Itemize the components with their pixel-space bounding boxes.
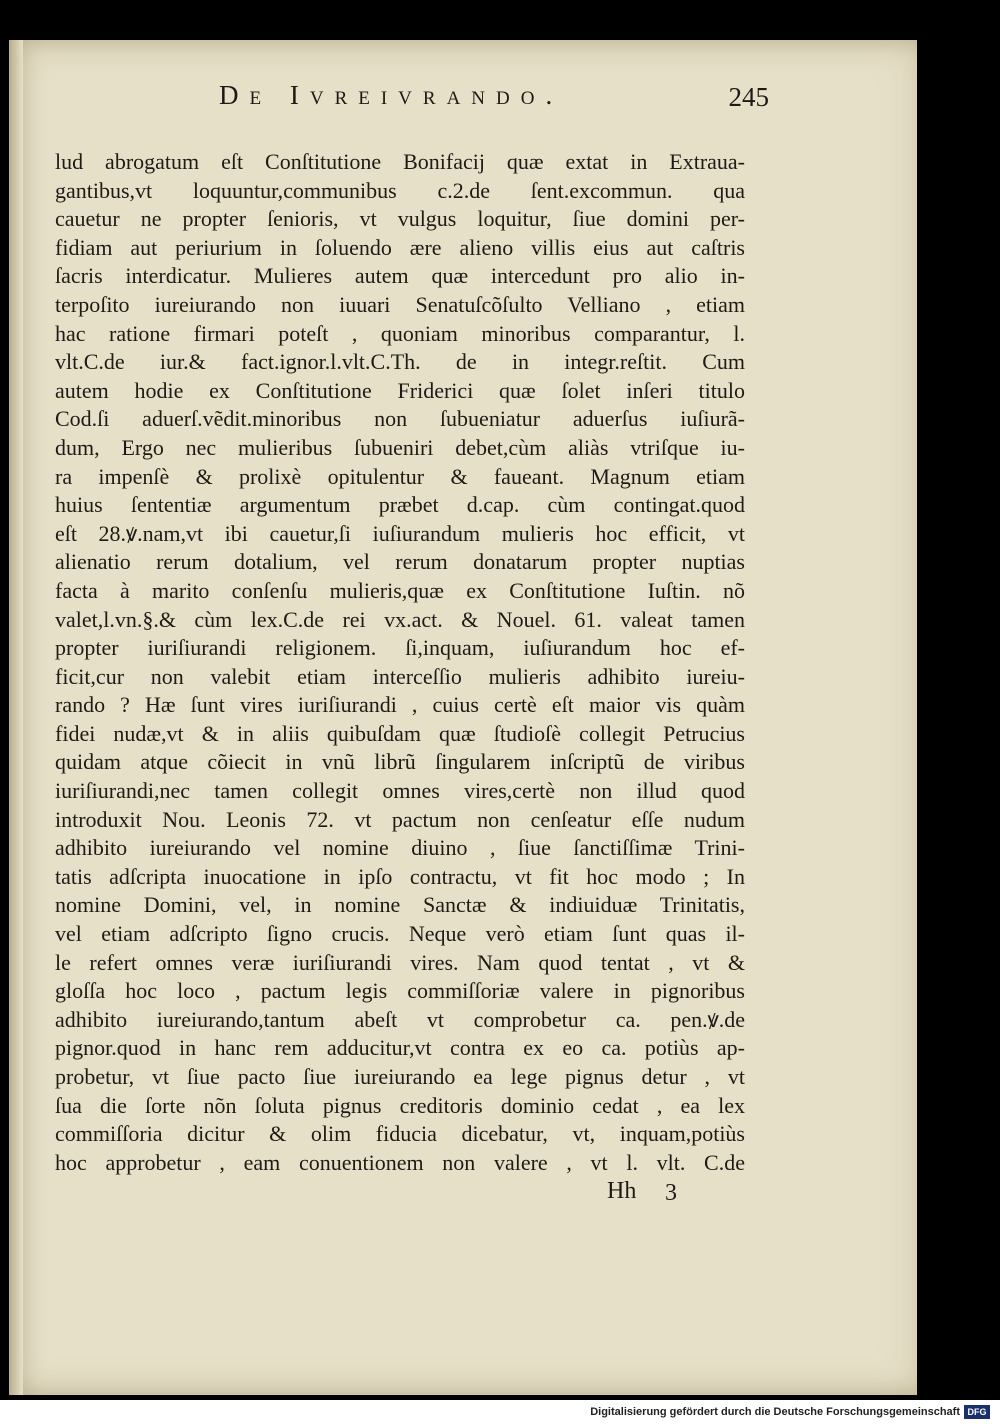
text-line: ſua die ſorte nõn ſoluta pignus creditoris dominio cedat , ea lex bbox=[55, 1092, 745, 1118]
text-line: lud abrogatum eſt Conſtitutione Bonifacij quæ extat in Extraua- bbox=[55, 149, 745, 174]
footer-bar bbox=[0, 1400, 1000, 1426]
text-line: quidam atque cõiecit in vnũ librũ ſingularem inſcriptũ de viribus bbox=[55, 749, 745, 775]
text-line: pignor.quod in hanc rem adducitur,vt contra ex eo ca. potiùs ap- bbox=[55, 1035, 745, 1061]
text-line: Cod.ſi aduerſ.vẽdit.minoribus non ſubueniatur aduerſus iuſiurã- bbox=[55, 406, 745, 432]
page-gutter-shadow bbox=[9, 40, 23, 1395]
text-line: eſt 28.ꝟ.nam,vt ibi cauetur,ſi iuſiurandum mulieris hoc efficit, vt bbox=[55, 520, 745, 546]
text-line: autem hodie ex Conſtitutione Friderici quæ ſolet inſeri titulo bbox=[55, 377, 745, 403]
body-text bbox=[55, 148, 745, 1177]
text-line: le refert omnes veræ iuriſiurandi vires. Nam quod tentat , vt & bbox=[55, 949, 745, 975]
text-line: introduxit Nou. Leonis 72. vt pactum non cenſeatur eſſe nudum bbox=[55, 806, 745, 832]
text-line: probetur, vt ſiue pacto ſiue iureiurando ea lege pignus detur , vt bbox=[55, 1064, 745, 1089]
text-line: nomine Domini, vel, in nomine Sanctæ & indiuiduæ Trinitatis, bbox=[55, 892, 745, 918]
text-line: vlt.C.de iur.& fact.ignor.l.vlt.C.Th. de in integr.reſtit. Cum bbox=[55, 349, 745, 375]
text-line: terpoſito iureiurando non iuuari Senatuſcõſulto Velliano , etiam bbox=[55, 291, 745, 317]
text-line: ficit,cur non valebit etiam interceſſio mulieris adhibito iureiu- bbox=[55, 663, 745, 689]
signature-number: 3 bbox=[665, 1180, 677, 1206]
text-line: hac ratione firmari poteſt , quoniam minoribus comparantur, l. bbox=[55, 320, 745, 346]
signature-mark bbox=[607, 1178, 727, 1210]
text-line: gantibus,vt loquuntur,communibus c.2.de ſent.excommun. qua bbox=[55, 177, 745, 203]
text-line: fidiam aut periurium in ſoluendo ære alieno villis eius aut caſtris bbox=[55, 234, 745, 260]
page-number: 245 bbox=[728, 82, 769, 112]
book-page bbox=[9, 40, 917, 1395]
dfg-logo: DFG bbox=[964, 1405, 990, 1419]
text-line: cauetur ne propter ſenioris, vt vulgus loquitur, ſiue domini per- bbox=[55, 206, 745, 232]
text-line: propter iuriſiurandi religionem. ſi,inquam, iuſiurandum hoc ef- bbox=[55, 635, 745, 661]
running-title: De Ivreivrando. bbox=[219, 80, 564, 110]
text-line: valet,l.vn.§.& cùm lex.C.de rei vx.act. & Nouel. 61. valeat tamen bbox=[55, 606, 745, 632]
text-line: ſacris interdicatur. Mulieres autem quæ intercedunt pro alio in- bbox=[55, 263, 745, 289]
text-line: tatis adſcripta inuocatione in ipſo contractu, vt fit hoc modo ; In bbox=[55, 863, 745, 889]
text-line: huius ſententiæ argumentum præbet d.cap. cùm contingat.quod bbox=[55, 492, 745, 518]
running-head bbox=[209, 80, 769, 120]
signature-letters: Hh bbox=[607, 1178, 637, 1204]
text-line: gloſſa hoc loco , pactum legis commiſſoriæ valere in pignoribus bbox=[55, 978, 745, 1004]
text-line: hoc approbetur , eam conuentionem non valere , vt l. vlt. C.de bbox=[55, 1149, 745, 1175]
text-line: commiſſoria dicitur & olim fiducia dicebatur, vt, inquam,potiùs bbox=[55, 1121, 745, 1147]
text-line: fidei nudæ,vt & in aliis quibuſdam quæ ſtudioſè collegit Petrucius bbox=[55, 720, 745, 746]
funding-credit: Digitalisierung gefördert durch die Deutsche Forschungsgemeinschaft bbox=[590, 1406, 960, 1418]
text-line: facta à marito conſenſu mulieris,quæ ex Conſtitutione Iuſtin. nõ bbox=[55, 577, 745, 603]
text-line: dum, Ergo nec mulieribus ſubueniri debet,cùm aliàs vtriſque iu- bbox=[55, 434, 745, 460]
text-line: adhibito iureiurando,tantum abeſt vt comprobetur ca. pen.ꝟ.de bbox=[55, 1006, 745, 1032]
text-line: adhibito iureiurando vel nomine diuino , ſiue ſanctiſſimæ Trini- bbox=[55, 835, 745, 861]
text-line: rando ? Hæ ſunt vires iuriſiurandi , cuius certè eſt maior vis quàm bbox=[55, 692, 745, 718]
text-line: iuriſiurandi,nec tamen collegit omnes vires,certè non illud quod bbox=[55, 778, 745, 804]
text-line: alienatio rerum dotalium, vel rerum donatarum propter nuptias bbox=[55, 549, 745, 575]
text-line: vel etiam adſcripto ſigno crucis. Neque verò etiam ſunt quas il- bbox=[55, 921, 745, 947]
text-line: ra impenſè & prolixè opitulentur & faueant. Magnum etiam bbox=[55, 463, 745, 489]
